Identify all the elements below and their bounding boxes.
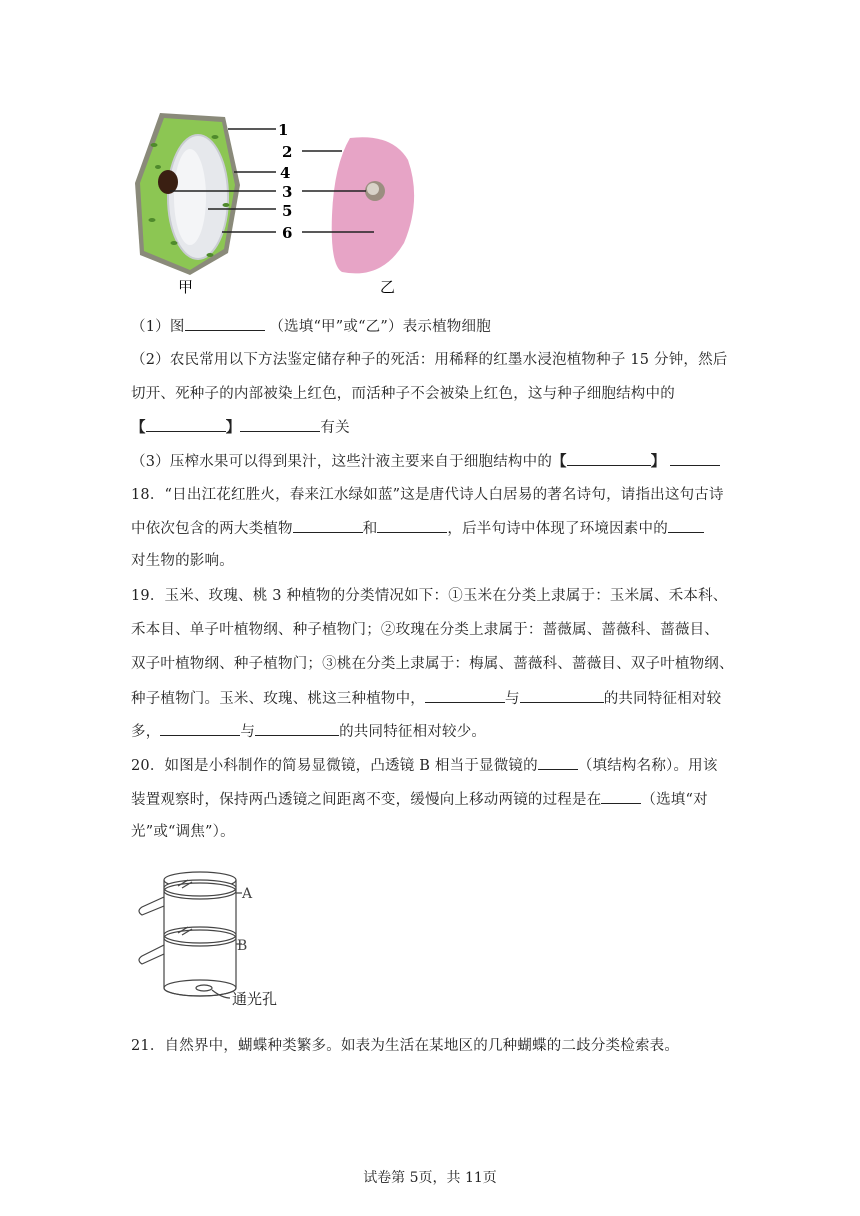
- cell-diagram: [130, 105, 440, 300]
- q20-line1: 20．如图是小科制作的简易显微镜，凸透镜 B 相当于显微镜的 （填结构名称）。用该: [131, 755, 718, 776]
- answer-blank[interactable]: [567, 451, 651, 466]
- label-b: B: [237, 938, 248, 954]
- q18-line1: 18．“日出江花红胜火，春来江水绿如蓝”这是唐代诗人白居易的著名诗句，请指出这句古诗: [131, 487, 724, 503]
- q19-line4: 种子植物门。玉米、玫瑰、桃这三种植物中， 与 的共同特征相对较: [131, 688, 721, 709]
- label-5: 5: [282, 202, 293, 220]
- page-footer: 试卷第 5页，共 11页: [363, 1170, 497, 1186]
- q17-part2-line1: （2）农民常用以下方法鉴定储存种子的死活：用稀释的红墨水浸泡植物种子 15 分钟，然后: [131, 352, 728, 368]
- label-a: A: [242, 886, 253, 902]
- light-hole: [196, 985, 212, 991]
- label-6: 6: [282, 224, 293, 242]
- q19-line3: 双子叶植物纲、种子植物门；③桃在分类上隶属于：梅属、蔷薇科、蔷薇目、双子叶植物纲、: [131, 656, 734, 672]
- label-2: 2: [282, 143, 293, 161]
- label-4: 4: [280, 164, 291, 182]
- q19-line5: 多， 与 的共同特征相对较少。: [131, 721, 486, 742]
- answer-blank[interactable]: [377, 518, 447, 533]
- answer-blank[interactable]: [240, 417, 320, 432]
- q19-line1: 19．玉米、玫瑰、桃 3 种植物的分类情况如下：①玉米在分类上隶属于：玉米属、禾本科、: [131, 588, 728, 604]
- answer-blank[interactable]: [601, 789, 641, 804]
- answer-blank[interactable]: [255, 721, 339, 736]
- q18-line2: 中依次包含的两大类植物 和 ，后半句诗中体现了环境因素中的: [131, 518, 704, 539]
- answer-blank[interactable]: [425, 688, 505, 703]
- label-3: 3: [282, 183, 293, 201]
- q17-part1: （1）图 （选填“甲”或“乙”）表示植物细胞: [131, 316, 491, 337]
- answer-blank[interactable]: [538, 755, 578, 770]
- simple-microscope-diagram: [130, 860, 300, 1010]
- answer-blank[interactable]: [668, 518, 704, 533]
- label-light-hole: 通光孔: [232, 990, 278, 1008]
- answer-blank[interactable]: [670, 451, 720, 466]
- answer-blank[interactable]: [146, 417, 226, 432]
- answer-blank[interactable]: [185, 316, 265, 331]
- q17-part2-line3: 【 】 有关: [131, 419, 350, 436]
- q17-part2-line2: 切开、死种子的内部被染上红色，而活种子不会被染上红色，这与种子细胞结构中的: [131, 386, 675, 402]
- q17-part3: （3）压榨水果可以得到果汁，这些汁液主要来自于细胞结构中的【 】: [131, 451, 720, 472]
- q20-line2: 装置观察时，保持两凸透镜之间距离不变，缓慢向上移动两镜的过程是在 （选填“对: [131, 789, 708, 810]
- caption-left: 甲: [178, 278, 194, 296]
- q20-line3: 光”或“调焦”）。: [131, 824, 235, 840]
- q19-line2: 禾本目、单子叶植物纲、种子植物门；②玫瑰在分类上隶属于：蔷薇属、蔷薇科、蔷薇目、: [131, 622, 719, 638]
- caption-right: 乙: [380, 278, 396, 296]
- answer-blank[interactable]: [520, 688, 604, 703]
- label-1: 1: [278, 121, 289, 139]
- answer-blank[interactable]: [160, 721, 240, 736]
- animal-cell: [332, 137, 414, 273]
- q21-line1: 21．自然界中，蝴蝶种类繁多。如表为生活在某地区的几种蝴蝶的二歧分类检索表。: [131, 1038, 680, 1054]
- answer-blank[interactable]: [293, 518, 363, 533]
- q18-line3: 对生物的影响。: [131, 553, 234, 569]
